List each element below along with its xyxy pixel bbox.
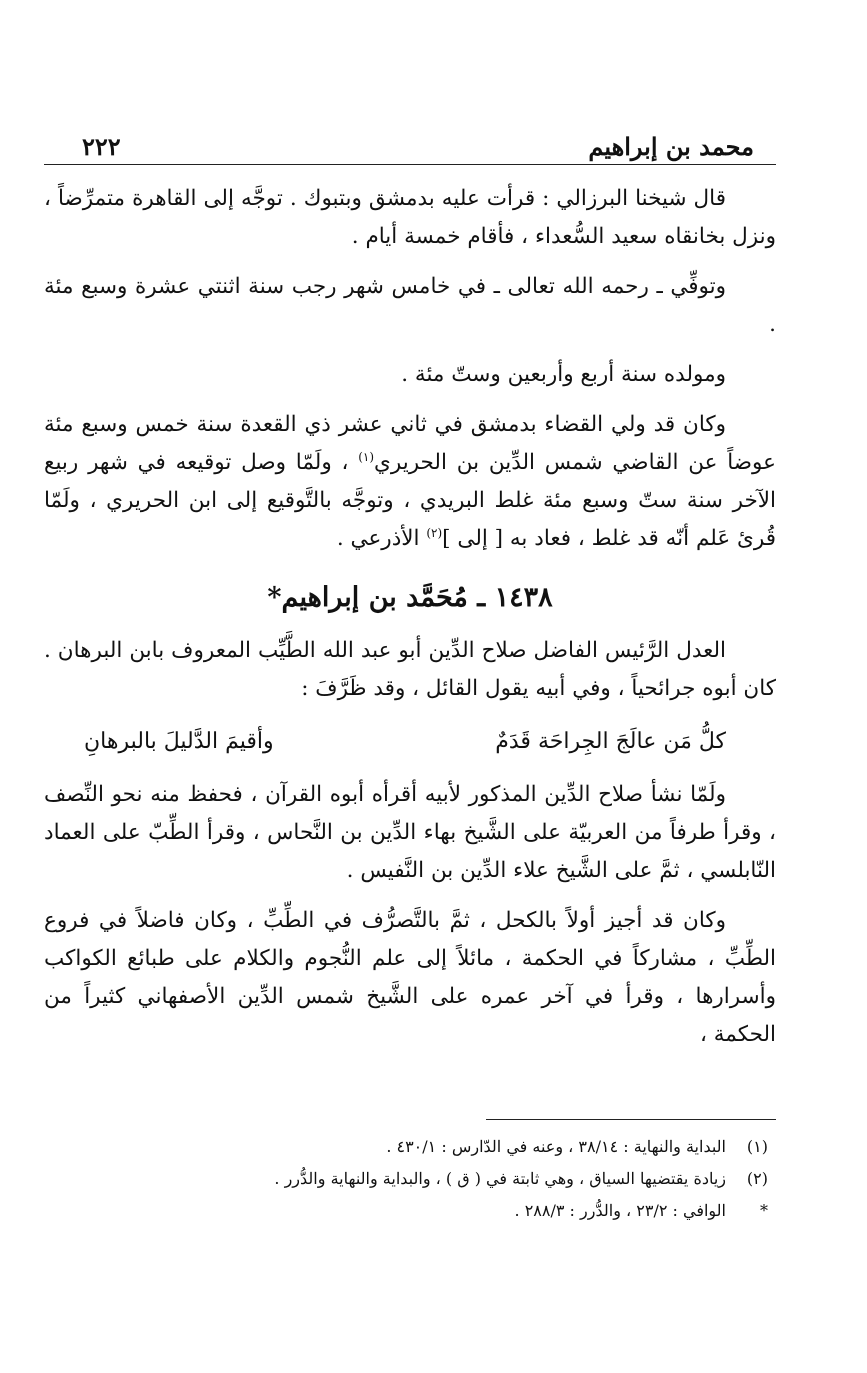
poetry-verse (44, 722, 776, 762)
verse-first-hemistich: كلُّ مَن عالَجَ الجِراحَة قَدَمٌ (495, 729, 726, 754)
footnote-ref-1: (١) (358, 449, 375, 464)
entry-heading: ١٤٣٨ ـ مُحَمَّد بن إبراهيم* (267, 582, 553, 613)
judgeship-text-part-2: ، ولَمّا وصل توقيعه في شهر ربيع الآخر سنة ستّ وسبع مئة غلط البريدي ، وتوجَّه بالتَّوقيع إلى ابن الحريري ، ولَمّا قُرئ عَلم أنّه قد غلط ، فعاد به [ إلى ] (44, 450, 776, 551)
footnote-ref-2: (٢) (426, 525, 443, 540)
judgeship-text-part-1: وكان قد ولي القضاء بدمشق في ثاني عشر ذي القعدة سنة خمس وسبع مئة عوضاً عن القاضي شمس الدِّين بن الحريري (44, 412, 776, 475)
footnote-source (44, 1195, 776, 1227)
footnote-2 (44, 1163, 776, 1195)
footnote-rule (486, 1119, 776, 1120)
paragraph-barzali-reading: قال شيخنا البرزالي : قرأت عليه بدمشق وبتبوك . توجَّه إلى القاهرة متمرِّضاً ، ونزل بخانقاه سعيد السُّعداء ، فأقام خمسة أيام . (44, 186, 776, 249)
footnote-text: البداية والنهاية : ٣٨/١٤ ، وعنه في الدّارس : ٤٣٠/١ . (386, 1137, 726, 1156)
footnote-mark: (١) (746, 1137, 768, 1156)
footnote-mark: * (760, 1201, 768, 1220)
paragraph-death: وتوفِّي ـ رحمه الله تعالى ـ في خامس شهر رجب سنة اثنتي عشرة وسبع مئة . (44, 274, 776, 337)
verse-second-hemistich: وأقيمَ الدَّليلَ بالبرهانِ (84, 729, 274, 754)
footnotes (44, 1131, 776, 1227)
paragraph-birth: ومولده سنة أربع وأربعين وستّ مئة . (401, 362, 726, 387)
header-rule (44, 164, 776, 165)
paragraph-education: ولَمّا نشأ صلاح الدِّين المذكور لأبيه أقرأه أبوه القرآن ، فحفظ منه نحو النِّصف ، وقرأ طرفاً من العربيّة على الشَّيخ بهاء الدِّين بن النَّحاس ، وقرأ الطِّبّ على العماد النّابلسي ، ثمَّ على الشَّيخ علاء الدِّين بن النَّفيس . (44, 782, 776, 883)
running-head (44, 132, 776, 164)
footnote-1 (44, 1131, 776, 1163)
footnote-text: الوافي : ٢٣/٢ ، والدُّرر : ٢٨٨/٣ . (514, 1201, 726, 1220)
footnote-text: زيادة يقتضيها السياق ، وهي ثابتة في ( ق ) ، والبداية والنهاية والدُّرر . (274, 1169, 726, 1188)
paragraph-entry-intro: العدل الرَّئيس الفاضل صلاح الدِّين أبو عبد الله الطَّيِّب المعروف بابن البرهان . كان أبوه جرائحياً ، وفي أبيه يقول القائل ، وقد ظَرَّفَ : (44, 638, 776, 701)
page-number: ٢٢٢ (82, 132, 121, 161)
paragraph-judgeship (44, 406, 776, 558)
main-text (44, 180, 776, 1054)
paragraph-career: وكان قد أجيز أولاً بالكحل ، ثمَّ بالتَّصرُّف في الطِّبِّ ، وكان فاضلاً في فروع الطِّبِّ ، مشاركاً في الحكمة ، مائلاً إلى علم النُّجوم والكلام على طبائع الكواكب وأسرارها ، وقرأ في آخر عمره على الشَّيخ شمس الدِّين الأصفهاني كثيراً من الحكمة ، (44, 908, 776, 1047)
running-title: محمد بن إبراهيم (588, 132, 754, 161)
judgeship-text-part-3: الأذرعي . (336, 526, 427, 551)
footnote-mark: (٢) (746, 1169, 768, 1188)
